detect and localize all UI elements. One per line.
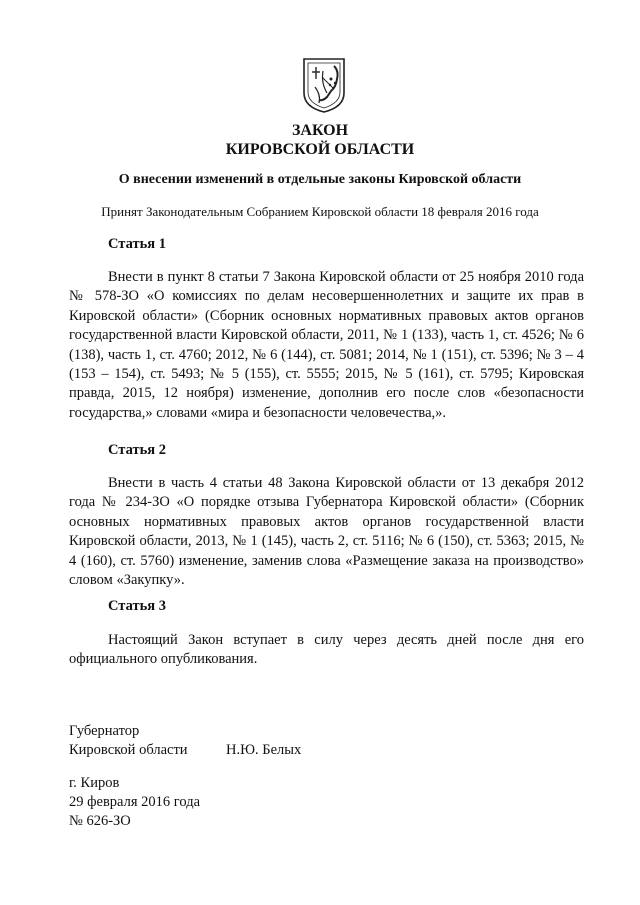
article-3-title: Статья 3 [108, 598, 166, 614]
governor-region: Кировской области [69, 742, 188, 758]
law-subtitle: О внесении изменений в отдельные законы Кировской области [118, 172, 522, 187]
kirov-coat-of-arms-icon [301, 57, 347, 114]
signing-date: 29 февраля 2016 года [69, 794, 201, 810]
article-1-text: Внести в пункт 8 статьи 7 Закона Кировской области от 25 ноября 2010 года № 578-ЗО «О комиссиях по делам несовершеннолетних и защите их прав в Кировской области» (Сборник основных нормативных правовых актов органов государственной власти Кировской области, 2011, № 1 (133), часть 1, ст. 4526; № 6 (138), часть 1, ст. 4760; 2012, № 6 (144), ст. 5081; 2014, № 1 (151), ст. 5396; № 3 – 4 (153 – 154), ст. 5493; № 5 (155), ст. 5555; 2015, № 5 (161), ст. 5795; Кировская правда, 2015, 12 ноября) изменение, дополнив его после слов «безопасности государства,» словами «мира и безопасности человечества,». [69, 269, 584, 421]
article-1-title: Статья 1 [108, 236, 166, 252]
adoption-line: Принят Законодательным Собранием Кировской области 18 февраля 2016 года [101, 204, 539, 219]
governor-name: Н.Ю. Белых [226, 742, 302, 758]
article-2-title: Статья 2 [108, 442, 166, 458]
city: г. Киров [69, 775, 120, 791]
region-title: КИРОВСКОЙ ОБЛАСТИ [225, 141, 415, 158]
document-type: ЗАКОН [291, 122, 349, 139]
article-2-text: Внести в часть 4 статьи 48 Закона Кировской области от 13 декабря 2012 года № 234-ЗО «О порядке отзыва Губернатора Кировской области» (Сборник основных нормативных правовых актов органов государственной власти Кировской области, 2013, № 1 (145), часть 2, ст. 5116; № 6 (150), ст. 5363; 2015, № 4 (160), ст. 5760) изменение, заменив слова «Размещение заказа на производство» словом «Закупку». [69, 475, 584, 589]
article-3-text: Настоящий Закон вступает в силу через десять дней после дня его официального опубликования. [69, 632, 584, 668]
governor-title: Губернатор [69, 723, 140, 739]
law-number: № 626-ЗО [69, 813, 131, 829]
